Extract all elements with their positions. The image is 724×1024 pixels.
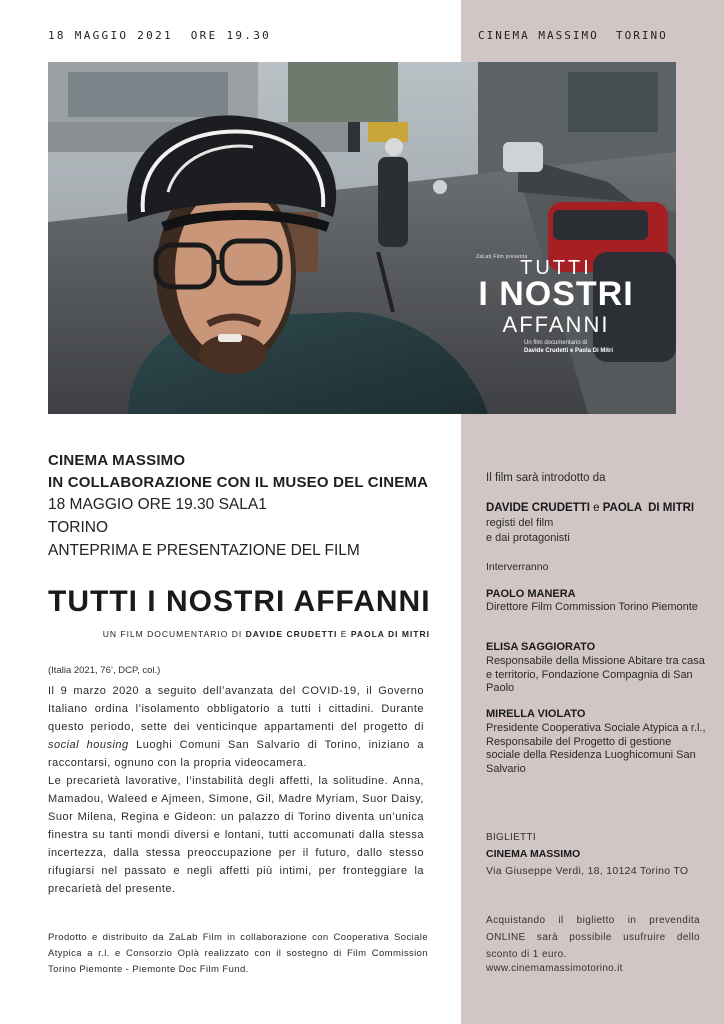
speaker-name: MIRELLA VIOLATO	[486, 708, 586, 720]
poster-illustration	[48, 62, 676, 414]
poster-title-line1: TUTTI	[520, 257, 592, 279]
poster-title-line2: I NOSTRI	[478, 275, 634, 313]
sidebar-interverranno: Interverranno	[486, 561, 549, 573]
film-subtitle-prefix: UN FILM DOCUMENTARIO DI	[102, 629, 246, 639]
sidebar-protagonists: e dai protagonisti	[486, 532, 570, 544]
film-director-2: PAOLA DI MITRI	[350, 629, 430, 639]
film-subtitle	[48, 629, 430, 639]
sidebar-director-2: PAOLA DI MITRI	[602, 502, 695, 514]
poster-photo	[48, 62, 676, 414]
sidebar-directors	[486, 502, 694, 514]
synopsis-paragraph-1	[48, 682, 424, 772]
poster-directors: Davide Crudetti e Paola Di Mitri	[524, 348, 614, 354]
synopsis-paragraph-2: Le precarietà lavorative, l’instabilità degli affetti, la solitudine. Anna, Mamadou, Waleed e Ajmeen, Simone, Gil, Madre Myriam, Suor Daisy, Suor Milena, Regina e Gideon: un palazzo di Torino diventa un’unica finestra su tanti mondi diversi e lontani, tutti accomunati dalla stessa incertezza, dalla stessa preoccupazione per il futuro, dallo stesso rifugiarsi nel passato e negli affetti più intimi, per fronteggiare la precarietà del presente.	[48, 775, 424, 895]
tickets-address: Via Giuseppe Verdi, 18, 10124 Torino TO	[486, 865, 689, 877]
event-line-city: TORINO	[48, 519, 108, 536]
poster-subtitle: Un film documentario di	[524, 340, 588, 346]
synopsis-text: Il 9 marzo 2020 a seguito dell’avanzata del COVID-19, il Governo Italiano ordina l’isolamento obbligatorio a tutti i cittadini. Durante questo periodo, sette dei venticinque appartamenti del progetto di	[48, 685, 424, 733]
sidebar-and: e	[589, 502, 603, 514]
tickets-venue: CINEMA MASSIMO	[486, 848, 581, 860]
film-subtitle-and: E	[337, 629, 351, 639]
presale-info: Acquistando il biglietto in prevendita ONLINE sarà possibile usufruire dello sconto di 1 euro.	[486, 915, 700, 960]
event-line-datetime: 18 MAGGIO ORE 19.30 SALA1	[48, 496, 267, 513]
sidebar-director-1: DAVIDE CRUDETTI	[486, 502, 590, 514]
film-director-1: DAVIDE CRUDETTI	[245, 629, 338, 639]
speaker-name: PAOLO MANERA	[486, 588, 576, 600]
poster-title-line3: AFFANNI	[502, 312, 610, 337]
event-date-time: 18 MAGGIO 2021 ORE 19.30	[48, 29, 272, 42]
tickets-label: BIGLIETTI	[486, 832, 536, 843]
speaker-role: Presidente Cooperativa Sociale Atypica a r.l., Responsabile del Progetto di gestione sociale della Residenza Luoghicomuni San Salvario	[486, 722, 706, 775]
speaker-role: Responsabile della Missione Abitare tra casa e territorio, Fondazione Compagnia di San Paolo	[486, 655, 705, 694]
synopsis-text: Luoghi Comuni San Salvario di Torino, iniziano a raccontarsi, ognuno con la propria videocamera.	[48, 739, 424, 769]
film-title: TUTTI I NOSTRI AFFANNI	[48, 585, 431, 618]
event-line-preview: ANTEPRIMA E PRESENTAZIONE DEL FILM	[48, 542, 360, 559]
event-line-venue: CINEMA MASSIMO	[48, 452, 186, 469]
venue-header: CINEMA MASSIMO TORINO	[478, 29, 668, 42]
website-link[interactable]: www.cinemamassimotorino.it	[486, 963, 623, 974]
sidebar-intro: Il film sarà introdotto da	[486, 472, 606, 484]
speaker-role: Direttore Film Commission Torino Piemonte	[486, 601, 698, 613]
synopsis-emphasis: social housing	[48, 739, 129, 751]
poster-studio: ZaLab Film presenta	[476, 254, 528, 260]
film-credits: Prodotto e distribuito da ZaLab Film in collaborazione con Cooperativa Sociale Atypica a r.l. e Consorzio Oplà realizzato con il sostegno di Film Commission Torino Piemonte - Piemonte Doc Film Fund.	[48, 932, 428, 975]
film-tech-info: (Italia 2021, 76’, DCP, col.)	[48, 665, 161, 676]
event-line-collab: IN COLLABORAZIONE CON IL MUSEO DEL CINEMA	[48, 474, 429, 491]
speaker-name: ELISA SAGGIORATO	[486, 641, 596, 653]
film-synopsis	[48, 682, 424, 898]
sidebar-director-role: registi del film	[486, 517, 554, 529]
